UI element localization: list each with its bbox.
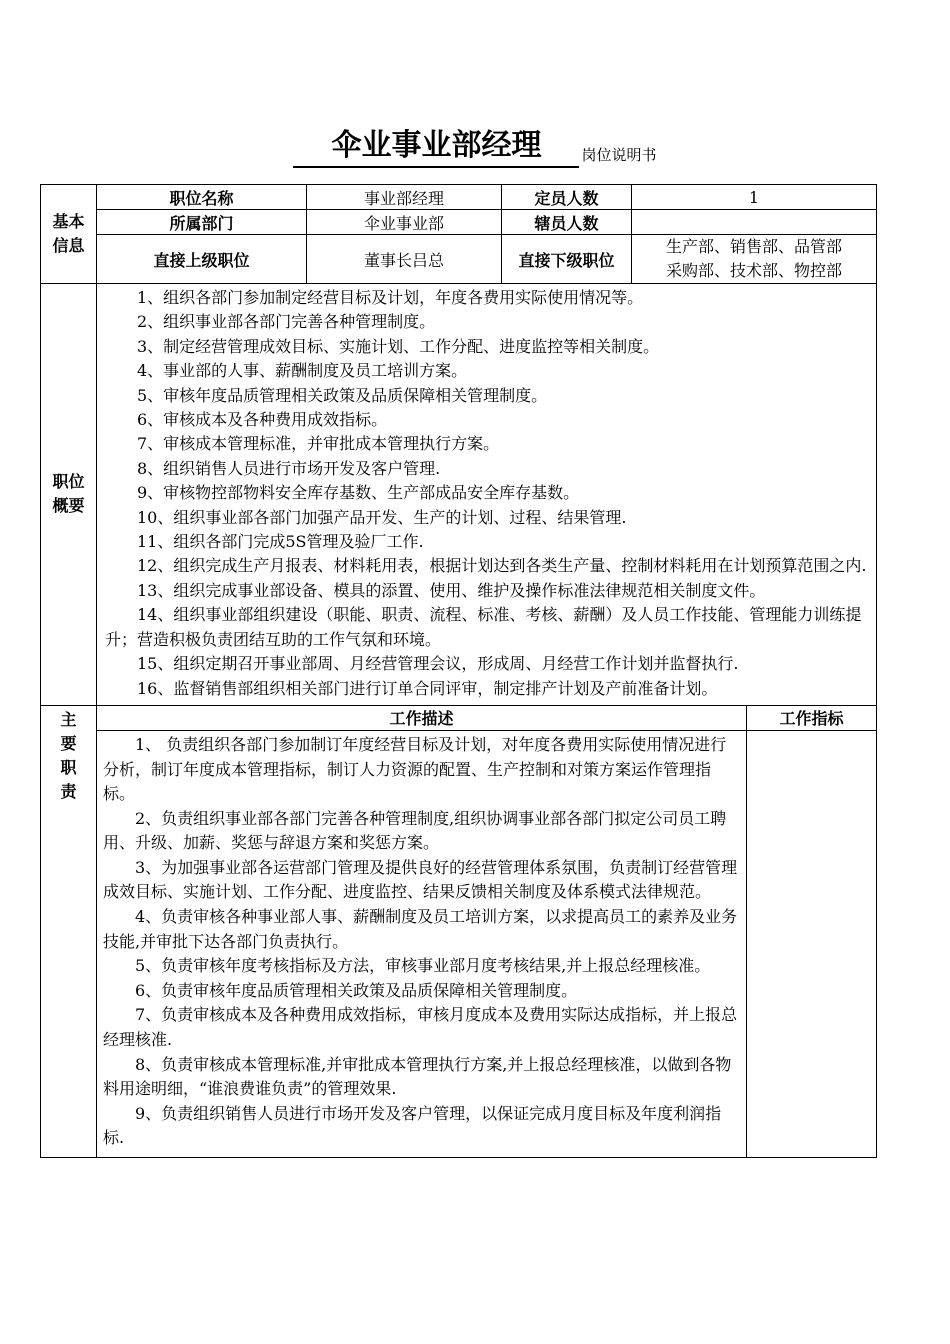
overview-item: 13、组织完成事业部设备、模具的添置、使用、维护及操作标准法律规范相关制度文件。	[137, 580, 766, 600]
overview-content	[97, 284, 877, 706]
duty-item: 8、负责审核成本管理标准,并审批成本管理执行方案,并上报总经理核准，以做到各物料用途明细，“谁浪费谁负责”的管理效果.	[103, 1054, 732, 1099]
row-department	[41, 210, 877, 235]
department-label: 所属部门	[97, 210, 307, 235]
duty-item: 6、负责审核年度品质管理相关政策及品质保障相关管理制度。	[135, 980, 578, 1000]
work-kpi-header: 工作指标	[747, 705, 877, 730]
managed-count-label: 辖员人数	[502, 210, 632, 235]
work-description-content	[97, 730, 747, 1157]
document-header	[0, 126, 950, 168]
overview-item: 15、组织定期召开事业部周、月经营管理会议，形成周、月经营工作计划并监督执行.	[137, 654, 739, 674]
overview-label: 职位 概要	[41, 284, 97, 706]
superior-value: 董事长吕总	[307, 235, 502, 284]
overview-item: 1、组织各部门参加制定经营目标及计划，年度各费用实际使用情况等。	[137, 288, 644, 307]
headcount-label: 定员人数	[502, 185, 632, 210]
duty-item: 9、负责组织销售人员进行市场开发及客户管理，以保证完成月度目标及年度利润指标.	[103, 1103, 722, 1148]
row-duties-content	[41, 730, 877, 1157]
department-value: 伞业事业部	[307, 210, 502, 235]
overview-item: 6、审核成本及各种费用成效指标。	[137, 410, 388, 430]
document-title: 伞业事业部经理	[293, 126, 579, 168]
duty-item: 3、为加强事业部各运营部门管理及提供良好的经营管理体系氛围，负责制订经营管理成效目标、实施计划、工作分配、进度监控、结果反馈相关制度及体系模式法律规范。	[103, 857, 738, 902]
subordinate-label: 直接下级职位	[502, 235, 632, 284]
work-description-header: 工作描述	[97, 705, 747, 730]
basic-info-label: 基本 信息	[41, 185, 97, 284]
subordinate-value: 生产部、销售部、品管部 采购部、技术部、物控部	[632, 235, 877, 284]
overview-item: 2、组织事业部各部门完善各种管理制度。	[137, 312, 436, 332]
row-overview	[41, 284, 877, 706]
overview-item: 14、组织事业部组织建设（职能、职责、流程、标准、考核、薪酬）及人员工作技能、管理能力训练提升；营造积极负责团结互助的工作气氛和环境。	[105, 605, 862, 649]
overview-item: 11、组织各部门完成5S管理及验厂工作.	[137, 532, 424, 552]
duty-item: 4、负责审核各种事业部人事、薪酬制度及员工培训方案，以求提高员工的素养及业务技能,并审批下达各部门负责执行。	[103, 907, 738, 951]
duty-item: 7、负责审核成本及各种费用成效指标，审核月度成本及费用实际达成指标，并上报总经理核准.	[103, 1005, 738, 1050]
row-duties-header	[41, 705, 877, 730]
work-kpi-content	[747, 730, 877, 1157]
duties-label: 主 要 职 责	[41, 705, 97, 1157]
overview-item: 10、组织事业部各部门加强产品开发、生产的计划、过程、结果管理.	[137, 507, 627, 527]
overview-item: 8、组织销售人员进行市场开发及客户管理.	[137, 458, 441, 478]
job-description-table	[40, 184, 877, 1158]
overview-item: 7、审核成本管理标准，并审批成本管理执行方案。	[137, 434, 500, 454]
overview-item: 3、制定经营管理成效目标、实施计划、工作分配、进度监控等相关制度。	[137, 336, 660, 356]
overview-item: 9、审核物控部物料安全库存基数、生产部成品安全库存基数。	[137, 483, 580, 503]
overview-item: 4、事业部的人事、薪酬制度及员工培训方案。	[137, 361, 468, 381]
headcount-value: 1	[632, 185, 877, 210]
row-position-name	[41, 185, 877, 210]
duty-item: 5、负责审核年度考核指标及方法，审核事业部月度考核结果,并上报总经理核准。	[135, 956, 711, 976]
overview-item: 5、审核年度品质管理相关政策及品质保障相关管理制度。	[137, 385, 548, 405]
overview-item: 12、组织完成生产月报表、材料耗用表，根据计划达到各类生产量、控制材料耗用在计划预算范围之内.	[137, 556, 867, 576]
position-name-label: 职位名称	[97, 185, 307, 210]
duty-item: 2、负责组织事业部各部门完善各种管理制度,组织协调事业部各部门拟定公司员工聘用、升级、加薪、奖惩与辞退方案和奖惩方案。	[103, 808, 727, 853]
document-subtitle: 岗位说明书	[581, 146, 657, 164]
overview-item: 16、监督销售部组织相关部门进行订单合同评审，制定排产计划及产前准备计划。	[137, 678, 718, 698]
superior-label: 直接上级职位	[97, 235, 307, 284]
row-reporting	[41, 235, 877, 284]
position-name-value: 事业部经理	[307, 185, 502, 210]
managed-count-value	[632, 210, 877, 235]
duty-item: 1、 负责组织各部门参加制订年度经营目标及计划，对年度各费用实际使用情况进行分析，制订年度成本管理指标，制订人力资源的配置、生产控制和对策方案运作管理指标。	[103, 734, 727, 804]
